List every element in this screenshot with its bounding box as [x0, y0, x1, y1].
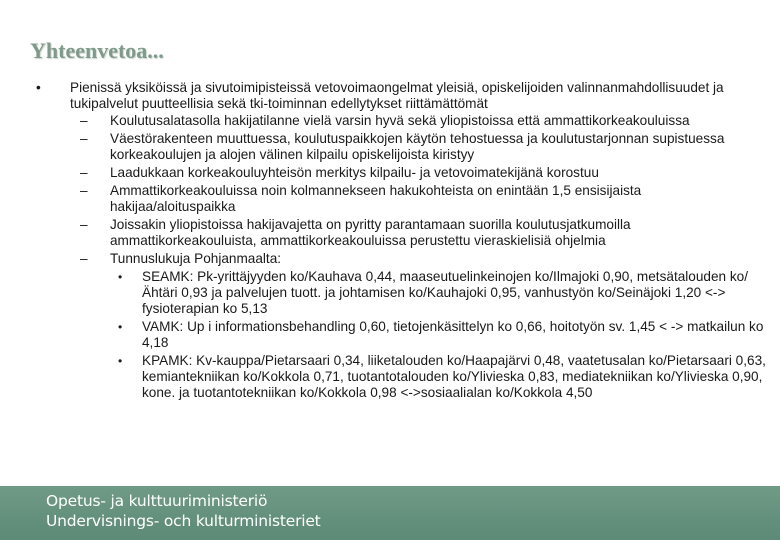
sub-item: [36, 183, 766, 215]
bullet-marker: •: [36, 80, 41, 95]
kpi-text: SEAMK: Pk-yrittäjyyden ko/Kauhava 0,44, maaseutuelinkeinojen ko/Ilmajoki 0,90, metsätalouden ko/Ähtäri 0,93 ja palvelujen tuott. ja johtamisen ko/Kauhajoki 0,95, vanhustyön ko/Seinäjoki 1,20 <-> fysioterapian ko 5,13: [142, 269, 749, 316]
sub-item-text: Väestörakenteen muuttuessa, koulutuspaikkojen käytön tehostuessa ja koulutustarjonnan supistuessa korkeakoulujen ja alojen välinen kilpailu opiskelijoista kiristyy: [110, 131, 725, 162]
dash-marker: –: [80, 165, 88, 180]
main-bullet: [36, 80, 766, 112]
sub-item: [36, 251, 766, 267]
sub-item: [36, 113, 766, 129]
bullet-marker: •: [118, 320, 123, 334]
sub-item: [36, 165, 766, 181]
slide-content: [36, 80, 766, 403]
sub-item-text: Joissakin yliopistoissa hakijavajetta on pyritty parantamaan suorilla koulutusjatkumoilla ammattikorkeakouluista, ammattikorkeakouluissa perustettu vieraskielisiä ohjelmia: [110, 217, 631, 248]
kpi-text: KPAMK: Kv-kauppa/Pietarsaari 0,34, liiketalouden ko/Haapajärvi 0,48, vaatetusalan ko/Pietarsaari 0,63, kemiantekniikan ko/Kokkola 0,71, tuotantotalouden ko/Ylivieska 0,83, mediatekniikan ko/Ylivieska 0,90, kone. ja tuotantotekniikan ko/Kokkola 0,98 <->sosiaalialan ko/Kokkola 4,50: [142, 353, 766, 400]
footer-bar: [0, 486, 780, 540]
sub-item-text: Ammattikorkeakouluissa noin kolmannekseen hakukohteista on enintään 1,5 ensisijaista hakijaa/aloituspaikka: [110, 183, 642, 214]
dash-marker: –: [80, 113, 88, 128]
sub-item-text: Tunnuslukuja Pohjanmaalta:: [110, 251, 282, 266]
sub-item: [36, 131, 766, 163]
dash-marker: –: [80, 251, 88, 266]
ministry-name-finnish: Opetus- ja kulttuuriministeriö: [46, 492, 268, 510]
main-bullet-text: Pienissä yksiköissä ja sivutoimipisteissä vetovoimaongelmat yleisiä, opiskelijoiden valinnanmahdollisuudet ja tukipalvelut puutteellisia sekä tki-toiminnan edellytykset riittämättömät: [70, 80, 724, 111]
bullet-marker: •: [118, 354, 123, 368]
sub-item-text: Laadukkaan korkeakouluyhteisön merkitys kilpailu- ja vetovoimatekijänä korostuu: [110, 165, 599, 180]
kpi-item: [36, 319, 766, 351]
dash-marker: –: [80, 217, 88, 232]
bullet-marker: •: [118, 270, 123, 284]
sub-item: [36, 217, 766, 249]
ministry-name-swedish: Undervisnings- och kulturministeriet: [46, 512, 321, 530]
slide-title: Yhteenvetoa...: [30, 38, 164, 63]
dash-marker: –: [80, 131, 88, 146]
kpi-text: VAMK: Up i informationsbehandling 0,60, tietojenkäsittelyn ko 0,66, hoitotyön sv. 1,45 < -> matkailun ko 4,18: [142, 319, 764, 350]
kpi-item: [36, 353, 766, 401]
kpi-item: [36, 269, 766, 317]
dash-marker: –: [80, 183, 88, 198]
sub-item-text: Koulutusalatasolla hakijatilanne vielä varsin hyvä sekä yliopistoissa että ammattikorkeakouluissa: [110, 113, 690, 128]
